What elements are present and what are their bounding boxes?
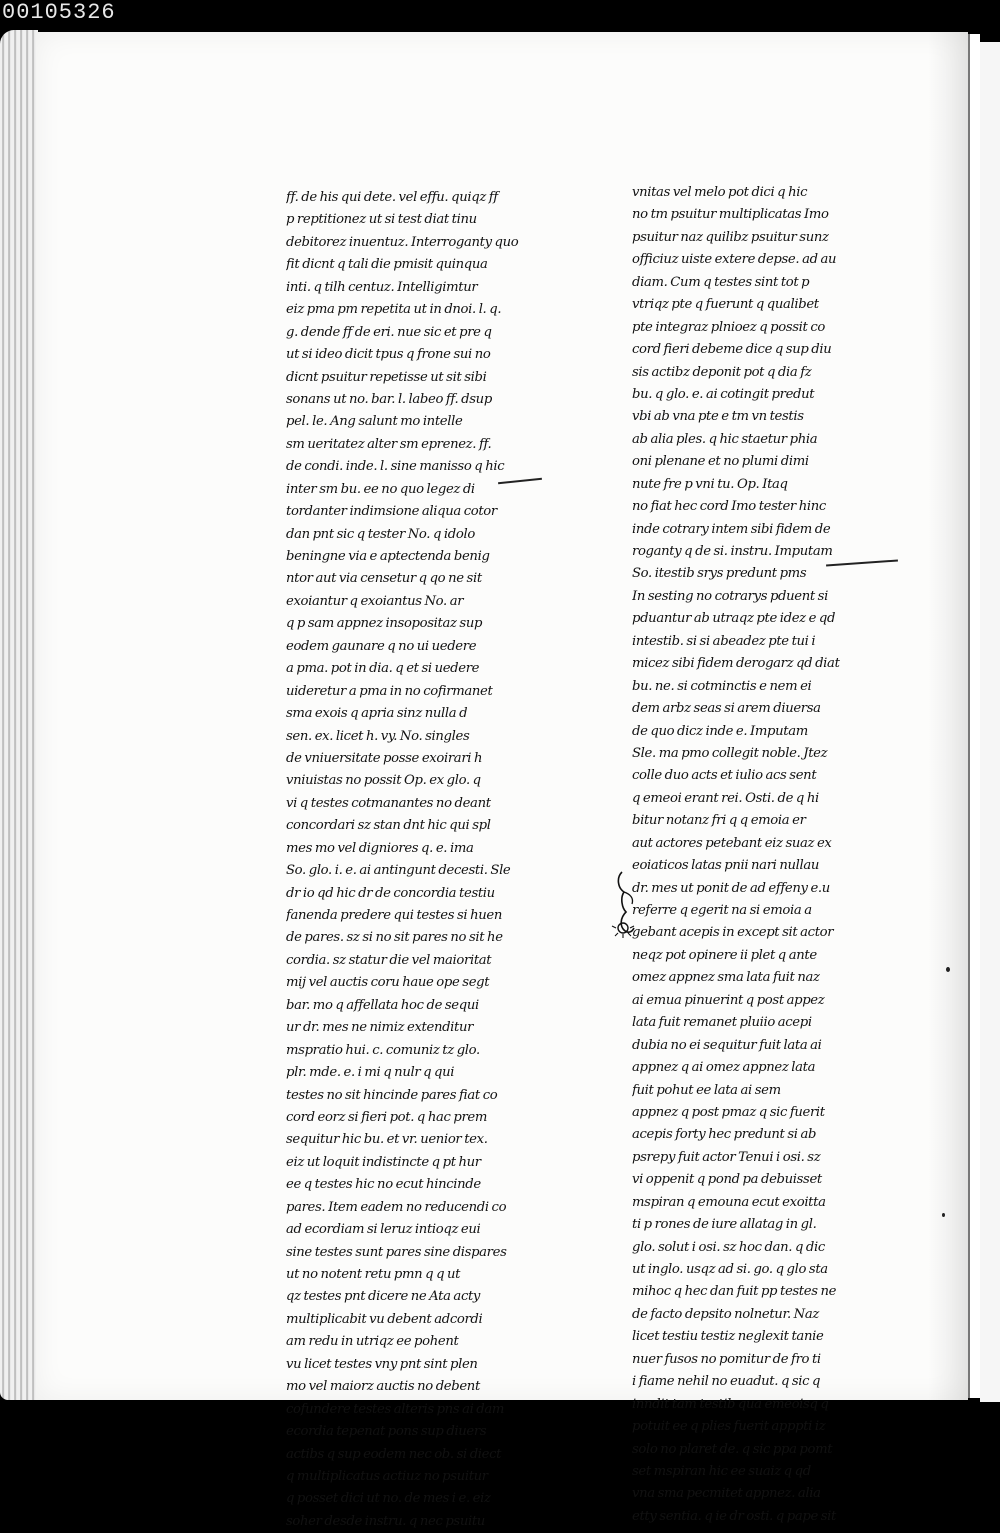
left-column-line: uideretur a pma in no cofirmanet xyxy=(286,683,493,699)
left-column-line: So. glo. i. e. ai antingunt decesti. Sle xyxy=(286,863,511,879)
right-column-line: set mspiran hic ee suaiz q qd xyxy=(632,1463,811,1479)
left-column-line: dicnt psuitur repetisse ut sit sibi xyxy=(286,369,487,385)
ink-speck xyxy=(942,1213,945,1217)
right-column-line: micez sibi fidem derogarz qd diat xyxy=(632,656,840,672)
left-column-line: debitorez inuentuz. Interroganty quo xyxy=(286,234,519,250)
right-column-line: bitur notanz fri q q emoia er xyxy=(632,813,806,829)
right-column-line: i fiame nehil no euadut. q sic q xyxy=(632,1374,821,1390)
left-column-line: ur dr. mes ne nimiz extenditur xyxy=(286,1020,474,1036)
left-column-line: q multiplicatus actiuz no psuitur xyxy=(286,1468,488,1484)
left-column-line: mo vel maiorz auctis no debent xyxy=(286,1379,480,1395)
left-column-line: tordanter indimsione aliqua cotor xyxy=(286,504,497,520)
right-text-column xyxy=(632,182,884,1528)
right-column-line: glo. solut i osi. sz hoc dan. q dic xyxy=(632,1239,825,1255)
right-column-line: pduantur ab utraqz pte idez e qd xyxy=(632,611,836,627)
right-column-line: bu. q glo. e. ai cotingit predut xyxy=(632,386,815,402)
left-column-line: sequitur hic bu. et vr. uenior tex. xyxy=(286,1132,488,1148)
left-column-line: testes no sit hincinde pares fiat co xyxy=(286,1087,498,1103)
left-column-line: beningne via e aptectenda benig xyxy=(286,549,490,564)
right-column-line: vi oppenit q pond pa debuisset xyxy=(632,1172,822,1188)
binding-edge xyxy=(968,34,980,1398)
left-column-line: soher desde instru. q nec psuitu xyxy=(286,1513,485,1529)
right-column-line: referre q egerit na si emoia a xyxy=(632,903,812,918)
manicule-icon xyxy=(608,868,642,940)
left-column-line: mij vel auctis coru haue ope segt xyxy=(286,975,490,991)
right-column-line: nuer fusos no pomitur de fro ti xyxy=(632,1351,821,1367)
left-column-line: concordari sz stan dnt hic qui spl xyxy=(286,818,491,834)
right-column-line: vtriqz pte q fuerunt q qualibet xyxy=(632,297,819,313)
left-column-line: sen. ex. licet h. vy. No. singles xyxy=(286,728,470,744)
left-column-line: bar. mo q affellata hoc de sequi xyxy=(286,997,479,1013)
left-column-line: ut no notent retu pmn q q ut xyxy=(286,1267,461,1282)
right-column-line: psuitur naz quilibz psuitur sunz xyxy=(632,229,829,245)
right-column-line: psrepy fuit actor Tenui i osi. sz xyxy=(632,1149,821,1165)
right-column-line: inndit tam testib qua emeoisq q xyxy=(632,1396,829,1412)
right-column-line: In sesting no cotrarys pduent si xyxy=(632,588,828,604)
left-column-line: fit dicnt q tali die pmisit quinqua xyxy=(286,257,488,273)
left-column-line: cordia. sz statur die vel maioritat xyxy=(286,952,492,968)
right-column-line: gebant acepis in except sit actor xyxy=(632,925,834,941)
right-column-line: fuit pohut ee lata ai sem xyxy=(632,1082,781,1098)
left-column-line: de pares. sz si no sit pares no sit he xyxy=(286,930,503,946)
left-column-line: vi q testes cotmanantes no deant xyxy=(286,795,491,811)
right-column-line: omez appnez sma lata fuit naz xyxy=(632,970,820,986)
left-column-line: mes mo vel digniores q. e. ima xyxy=(286,840,474,856)
right-column-line: ti p rones de iure allatag in gl. xyxy=(632,1217,817,1233)
left-column-line: inter sm bu. ee no quo legez di xyxy=(286,481,475,497)
right-column-line: solo no plaret de. q sic ppa pomt xyxy=(632,1441,833,1457)
right-column-line: officiuz uiste extere depse. ad au xyxy=(632,252,837,268)
left-column-line: dr io qd hic dr de concordia testiu xyxy=(286,885,495,901)
left-column-line: ff. de his qui dete. vel effu. quiqz ff xyxy=(286,190,498,205)
left-column-line: g. dende ff de eri. nue sic et pre q xyxy=(286,324,492,340)
left-text-column xyxy=(286,187,542,1533)
right-column-line: mihoc q hec dan fuit pp testes ne xyxy=(632,1284,837,1300)
right-column-line: oni plenane et no plumi dimi xyxy=(632,454,809,470)
right-column-line: sis actibz deponit pot q dia fz xyxy=(632,364,812,380)
right-column-line: aut actores petebant eiz suaz ex xyxy=(632,835,832,851)
right-column-line: diam. Cum q testes sint tot p xyxy=(632,274,810,290)
left-column-line: dan pnt sic q tester No. q idolo xyxy=(286,526,475,542)
right-column-line: q emeoi erant rei. Osti. de q hi xyxy=(632,790,819,806)
right-column-line: colle duo acts et iulio acs sent xyxy=(632,768,817,784)
left-column-line: qz testes pnt dicere ne Ata acty xyxy=(286,1289,481,1305)
right-column-line: neqz pot opinere ii plet q ante xyxy=(632,947,817,963)
right-column-line: vbi ab vna pte e tm vn testis xyxy=(632,409,804,425)
right-column-line: inde cotrary intem sibi fidem de xyxy=(632,521,831,537)
left-column-line: inti. q tilh centuz. Intelligimtur xyxy=(286,279,478,295)
left-column-line: vu licet testes vny pnt sint plen xyxy=(286,1356,478,1372)
right-column-line: lata fuit remanet pluiio acepi xyxy=(632,1015,812,1031)
right-column-line: ut inglo. usqz ad si. go. q glo sta xyxy=(632,1262,828,1277)
right-column-line: vna sma pecmitet appnez. alia xyxy=(632,1486,821,1502)
right-column-line: eoiaticos latas pnii nari nullau xyxy=(632,858,820,874)
right-column-line: So. itestib srys predunt pms xyxy=(632,566,807,582)
right-column-line: dr. mes ut ponit de ad effeny e.u xyxy=(632,880,830,896)
left-column-line: ntor aut via censetur q qo ne sit xyxy=(286,571,482,587)
right-column-line: bu. ne. si cotminctis e nem ei xyxy=(632,678,812,694)
left-column-line: fanenda predere qui testes si huen xyxy=(286,908,502,923)
left-column-line: eiz pma pm repetita ut in dnoi. l. q. xyxy=(286,302,502,318)
left-column-line: ecordia tepenat pons sup diuers xyxy=(286,1424,487,1440)
right-column-line: acepis forty hec predunt si ab xyxy=(632,1127,817,1143)
right-column-line: nute fre p vni tu. Op. Itaq xyxy=(632,476,788,492)
right-column-line: ai emua pinuerint q post appez xyxy=(632,992,825,1008)
right-column-line: dubia no ei sequitur fuit lata ai xyxy=(632,1037,822,1053)
facing-page-strip xyxy=(980,42,1000,1402)
right-column-line: Sle. ma pmo collegit noble. Jtez xyxy=(632,745,828,761)
gutter-shade xyxy=(928,32,968,1400)
page-stack-edge xyxy=(0,30,38,1400)
archive-identifier: 00105326 xyxy=(2,0,116,25)
left-column-line: ad ecordiam si leruz intioqz eui xyxy=(286,1222,481,1238)
left-column-line: sma exois q apria sinz nulla d xyxy=(286,706,468,722)
right-column-line: appnez q post pmaz q sic fuerit xyxy=(632,1104,825,1120)
left-column-line: sm ueritatez alter sm eprenez. ff. xyxy=(286,436,492,452)
right-column-line: roganty q de si. instru. Imputam xyxy=(632,544,833,559)
left-column-line: eodem gaunare q no ui uedere xyxy=(286,638,477,654)
right-column-line: intestib. si si abeadez pte tui i xyxy=(632,633,816,649)
right-column-line: dem arbz seas si arem diuersa xyxy=(632,701,821,717)
left-column-line: plr. mde. e. i mi q nulr q qui xyxy=(286,1065,455,1081)
right-column-line: de quo dicz inde e. Imputam xyxy=(632,723,808,739)
right-column-line: vnitas vel melo pot dici q hic xyxy=(632,185,808,200)
left-column-line: ut si ideo dicit tpus q frone sui no xyxy=(286,347,491,363)
left-column-line: a pma. pot in dia. q et si uedere xyxy=(286,661,480,677)
left-column-line: mspratio hui. c. comuniz tz glo. xyxy=(286,1042,480,1058)
right-column-line: ab alia ples. q hic staetur phia xyxy=(632,431,818,447)
right-column-line: de facto depsito nolnetur. Naz xyxy=(632,1306,819,1322)
left-column-line: cofundere testes alteris pns ai dam xyxy=(286,1401,505,1417)
right-column-line: no fiat hec cord Imo tester hinc xyxy=(632,499,826,515)
left-column-line: eiz ut loquit indistincte q pt hur xyxy=(286,1154,481,1170)
right-column-line: potuit ee q plies fuerit apppti iz xyxy=(632,1419,826,1435)
left-column-line: q p sam appnez insopositaz sup xyxy=(286,616,483,632)
left-column-line: actibs q sup eodem nec ob. si diect xyxy=(286,1446,502,1462)
left-column-line: ee q testes hic no ecut hincinde xyxy=(286,1177,481,1193)
ink-speck xyxy=(946,967,950,972)
right-column-line: no tm psuitur multiplicatas Imo xyxy=(632,207,829,223)
left-column-line: cord eorz si fieri pot. q hac prem xyxy=(286,1109,488,1125)
left-column-line: exoiantur q exoiantus No. ar xyxy=(286,593,464,609)
left-column-line: pel. le. Ang salunt mo intelle xyxy=(286,414,463,430)
right-column-line: appnez q ai omez appnez lata xyxy=(632,1060,816,1076)
left-column-line: q posset dici ut no. de mes i e. eiz xyxy=(286,1491,491,1507)
right-column-line: licet testiu testiz neglexit tanie xyxy=(632,1329,824,1345)
right-column-line: cord fieri debeme dice q sup diu xyxy=(632,342,832,358)
left-column-line: p reptitionez ut si test diat tinu xyxy=(286,212,477,228)
right-column-line: etty sentia. q ie dr osti. q pape sit xyxy=(632,1508,836,1524)
left-column-line: am redu in utriqz ee pohent xyxy=(286,1334,459,1350)
right-column-line: pte integraz plnioez q possit co xyxy=(632,319,825,335)
left-column-line: de vniuersitate posse exoirari h xyxy=(286,750,483,766)
left-column-line: sonans ut no. bar. l. labeo ff. dsup xyxy=(286,391,492,407)
left-column-line: sine testes sunt pares sine dispares xyxy=(286,1244,507,1260)
left-column-line: pares. Item eadem no reducendi co xyxy=(286,1199,507,1215)
left-column-line: multiplicabit vu debent adcordi xyxy=(286,1311,483,1327)
right-column-line: mspiran q emouna ecut exoitta xyxy=(632,1194,826,1210)
left-column-line: de condi. inde. l. sine manisso q hic xyxy=(286,459,505,475)
left-column-line: vniuistas no possit Op. ex glo. q xyxy=(286,773,481,789)
